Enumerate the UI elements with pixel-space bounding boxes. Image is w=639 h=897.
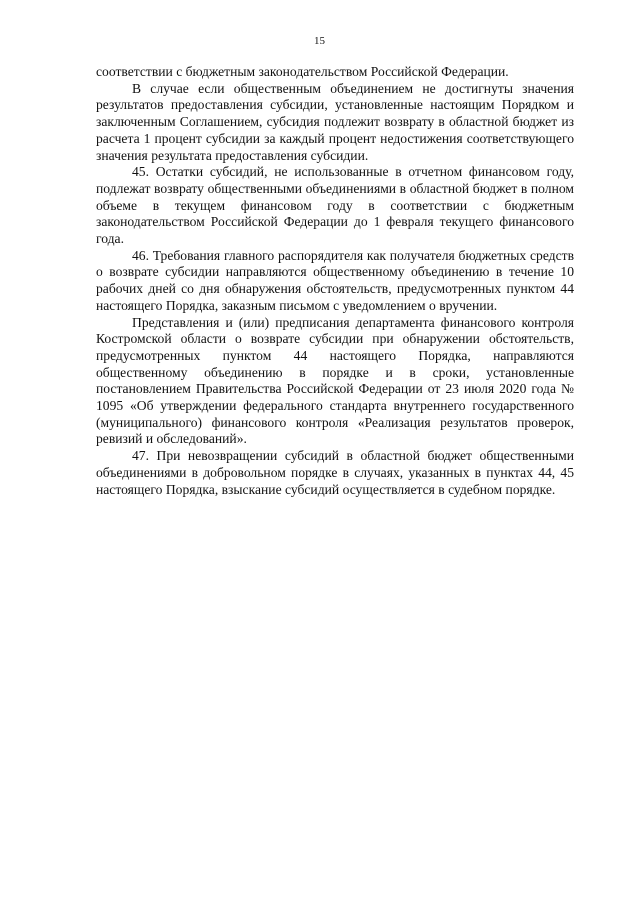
paragraph-return-nonachievement: В случае если общественным объединением не достигнуты значения результатов предоставления субсидии, установленные настоящим Порядком и заключенным Соглашением, субсидия подлежит возврату в областной бюджет из расчета 1 процент субсидии за каждый процент недостижения соответствующего значения результата предоставления субсидии. (96, 80, 574, 163)
paragraph-continuation: соответствии с бюджетным законодательством Российской Федерации. (96, 64, 509, 79)
paragraph-clause-47: 47. При невозвращении субсидий в областной бюджет общественными объединениями в добровольном порядке в случаях, указанных в пунктах 44, 45 настоящего Порядка, взыскание субсидий осуществляется в судебном порядке. (96, 448, 574, 497)
page-number: 15 (314, 35, 325, 47)
paragraph-control-department: Представления и (или) предписания департамента финансового контроля Костромской области о возврате субсидии при обнаружении обстоятельств, предусмотренных пунктом 44 настоящего Порядка, направляются общественному объединению в порядке и в сроки, установленные постановлением Правительства Российской Федерации от 23 июля 2020 года № 1095 «Об утверждении федерального стандарта внутреннего государственного (муниципального) финансового контроля «Реализация результатов проверок, ревизий и обследований». (96, 314, 574, 447)
document-body (96, 64, 574, 498)
paragraph-clause-46: 46. Требования главного распорядителя как получателя бюджетных средств о возврате субсидии направляются общественному объединению в течение 10 рабочих дней со дня обнаружения обстоятельств, предусмотренных пунктом 44 настоящего Порядка, заказным письмом с уведомлением о вручении. (96, 247, 574, 313)
paragraph-clause-45: 45. Остатки субсидий, не использованные в отчетном финансовом году, подлежат возврату общественными объединениями в областной бюджет в полном объеме в текущем финансовом году в соответствии с бюджетным законодательством Российской Федерации до 1 февраля текущего финансового года. (96, 164, 574, 247)
